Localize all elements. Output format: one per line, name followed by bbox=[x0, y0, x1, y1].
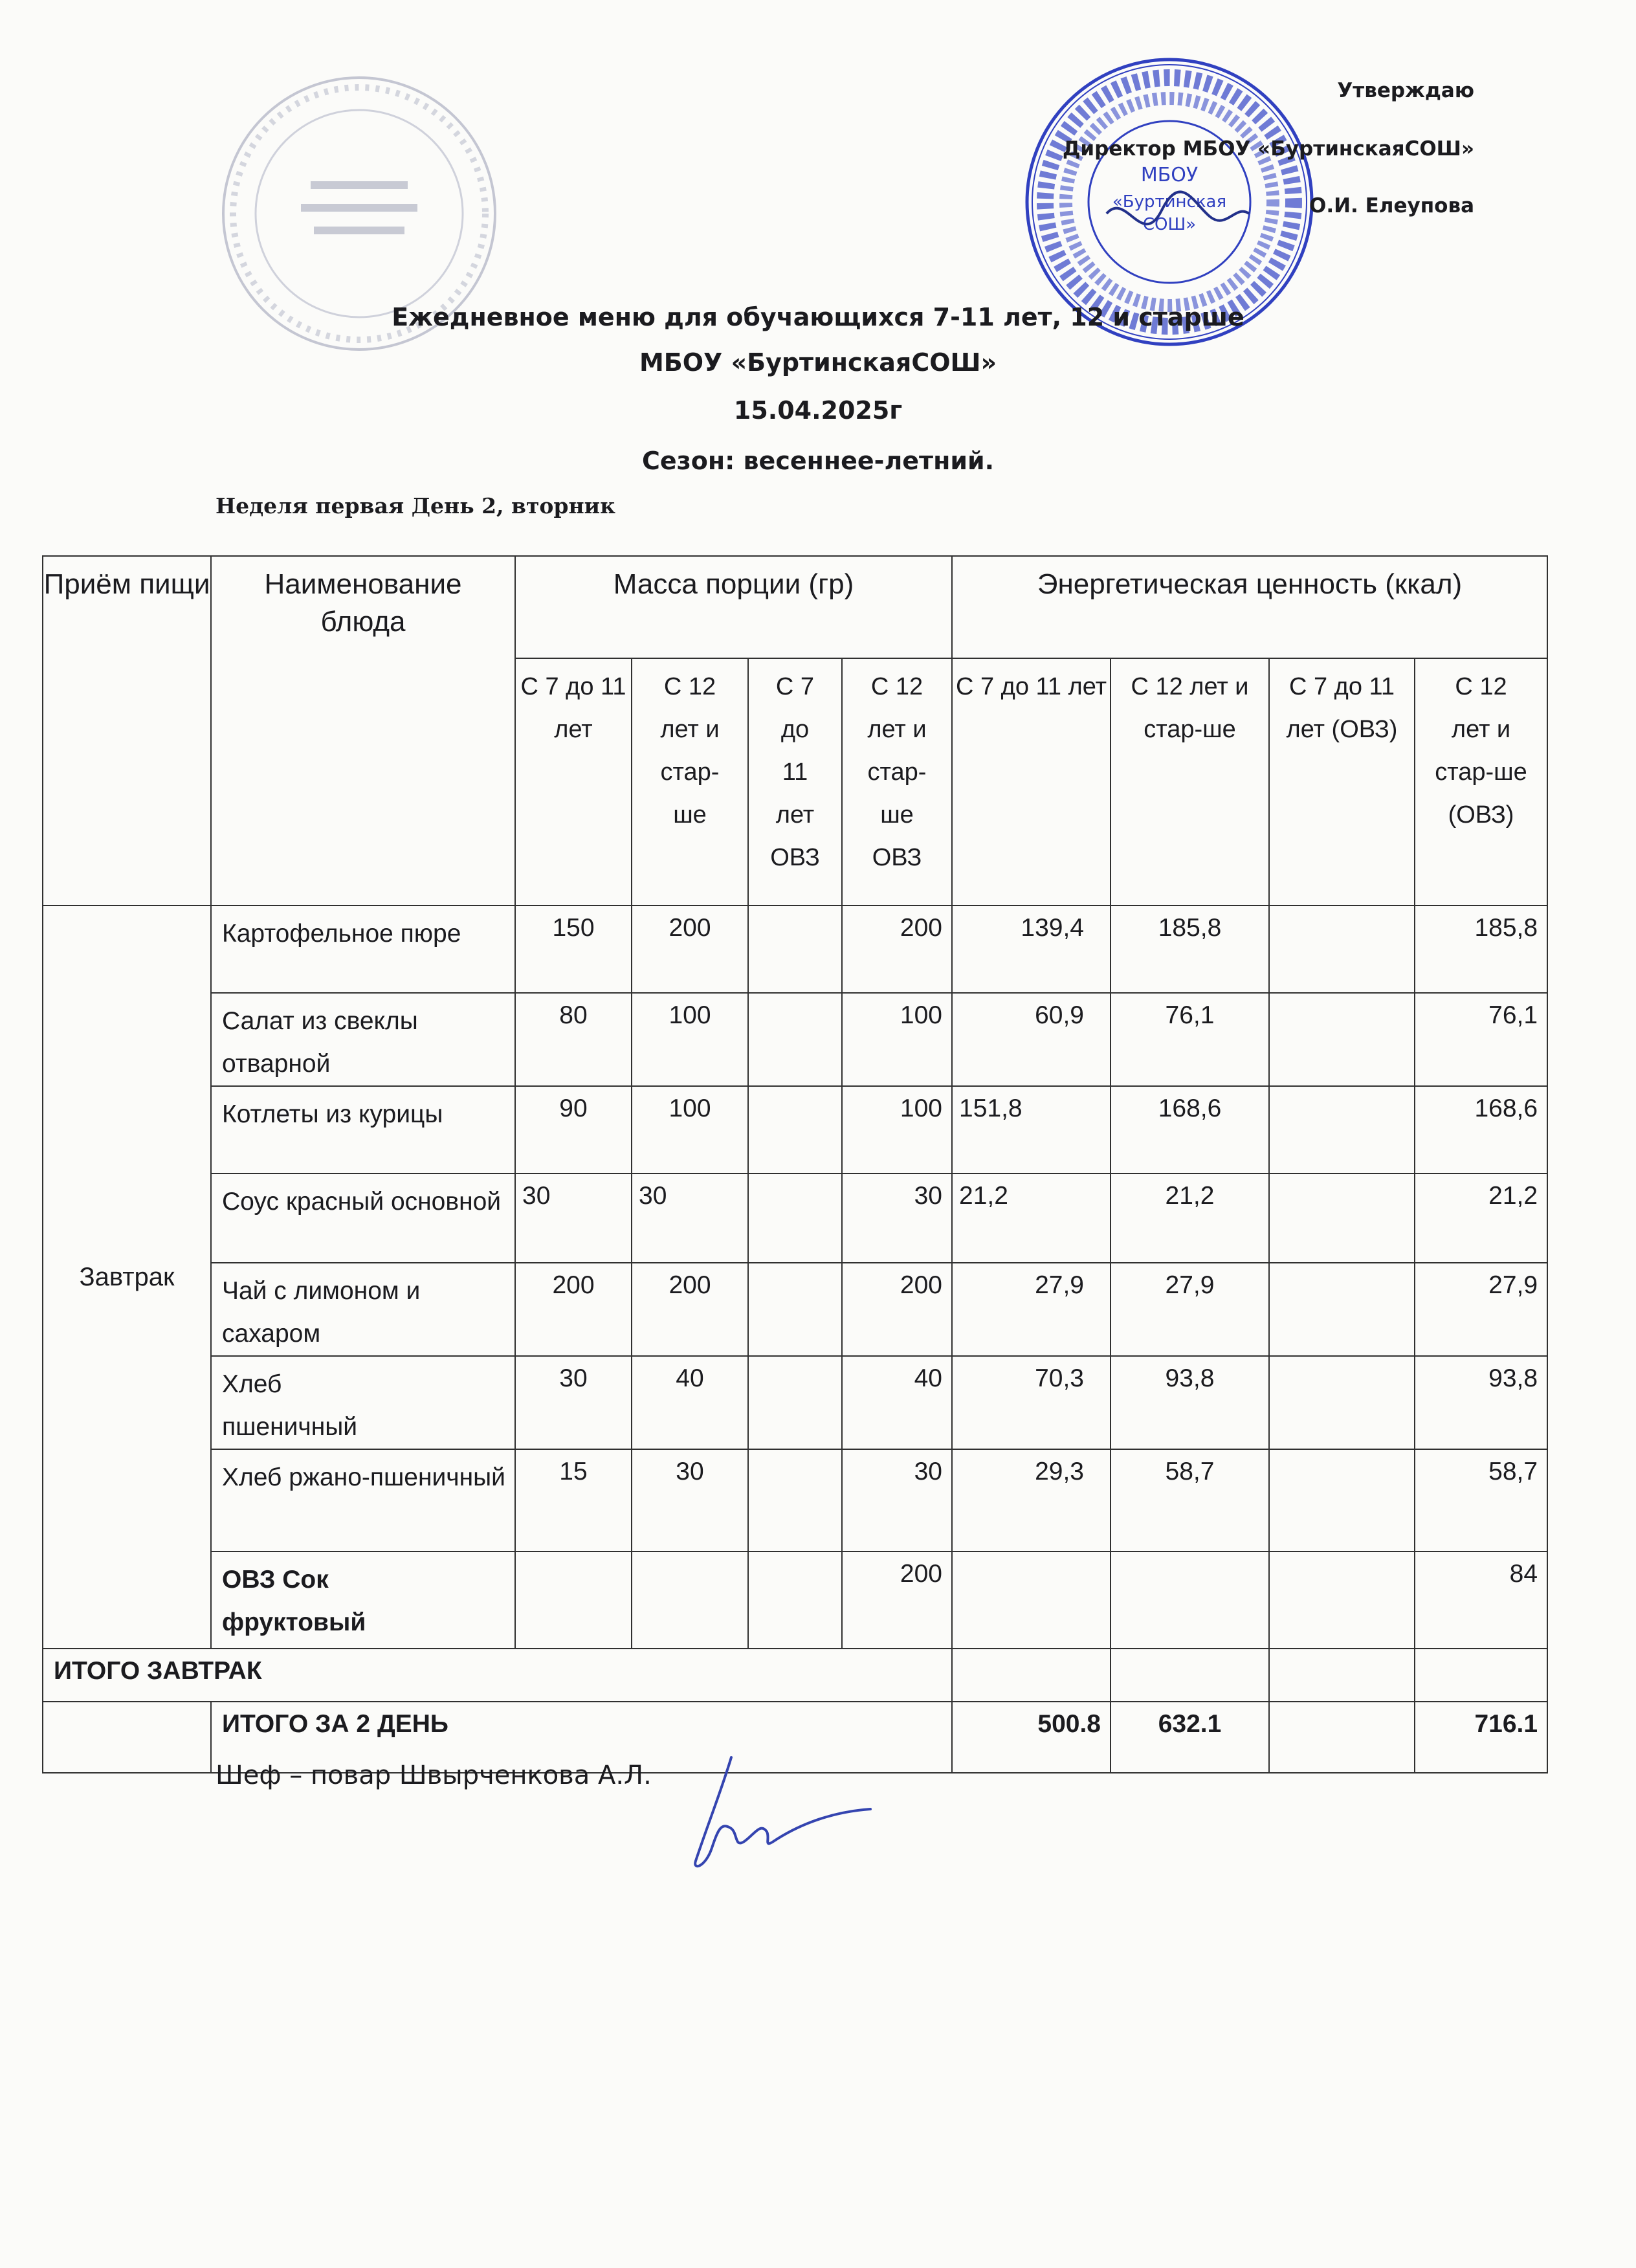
mass-12plus: 100 bbox=[632, 1086, 748, 1173]
energy-12plus-ovz: 168,6 bbox=[1415, 1086, 1547, 1173]
subheader-mass-12plus: С 12 лет и стар-ше bbox=[632, 658, 748, 906]
energy-7-11-ovz bbox=[1269, 1086, 1415, 1173]
mass-12plus-ovz: 200 bbox=[842, 906, 952, 993]
energy-7-11: 29,3 bbox=[952, 1449, 1111, 1551]
total-breakfast-label: ИТОГО ЗАВТРАК bbox=[43, 1649, 952, 1702]
energy-12plus-ovz: 185,8 bbox=[1415, 906, 1547, 993]
header-energy: Энергетическая ценность (ккал) bbox=[952, 556, 1547, 658]
energy-7-11: 151,8 bbox=[952, 1086, 1111, 1173]
title-date: 15.04.2025г bbox=[733, 396, 903, 425]
week-day-line: Неделя первая День 2, вторник bbox=[216, 493, 615, 518]
table-row bbox=[43, 1551, 1547, 1649]
title-line-2: МБОУ «БуртинскаяСОШ» bbox=[639, 348, 997, 377]
total-day-empty bbox=[43, 1702, 211, 1773]
mass-7-11-ovz bbox=[748, 1263, 842, 1356]
energy-12plus: 185,8 bbox=[1111, 906, 1269, 993]
energy-12plus bbox=[1111, 1551, 1269, 1649]
energy-7-11-ovz bbox=[1269, 906, 1415, 993]
energy-12plus-ovz: 84 bbox=[1415, 1551, 1547, 1649]
mass-7-11: 30 bbox=[515, 1173, 632, 1263]
mass-7-11-ovz bbox=[748, 906, 842, 993]
mass-7-11-ovz bbox=[748, 1551, 842, 1649]
header-dish: Наименование блюда bbox=[211, 556, 515, 906]
energy-7-11-ovz bbox=[1269, 993, 1415, 1086]
mass-12plus-ovz: 40 bbox=[842, 1356, 952, 1449]
table-row bbox=[43, 1263, 1547, 1356]
menu-table bbox=[42, 555, 1548, 1773]
chef-signature-line: Шеф – повар Швырченкова А.Л. bbox=[216, 1761, 652, 1790]
approval-line-1: Утверждаю bbox=[1337, 79, 1474, 102]
energy-7-11: 70,3 bbox=[952, 1356, 1111, 1449]
mass-12plus-ovz: 200 bbox=[842, 1551, 952, 1649]
energy-12plus: 76,1 bbox=[1111, 993, 1269, 1086]
energy-12plus: 27,9 bbox=[1111, 1263, 1269, 1356]
approval-line-2: Директор МБОУ «БуртинскаяСОШ» bbox=[1062, 137, 1474, 161]
total-breakfast-e3 bbox=[1269, 1649, 1415, 1702]
dish-name: Хлеб пшеничный bbox=[211, 1356, 515, 1449]
mass-12plus-ovz: 100 bbox=[842, 993, 952, 1086]
mass-7-11: 80 bbox=[515, 993, 632, 1086]
total-day-label: ИТОГО ЗА 2 ДЕНЬ bbox=[211, 1702, 952, 1773]
energy-7-11-ovz bbox=[1269, 1263, 1415, 1356]
mass-12plus: 100 bbox=[632, 993, 748, 1086]
mass-12plus: 40 bbox=[632, 1356, 748, 1449]
subheader-mass-7-11-ovz: С 7 до 11 лет ОВЗ bbox=[748, 658, 842, 906]
table-row bbox=[43, 906, 1547, 993]
header-row bbox=[43, 556, 1547, 658]
subheader-energy-12plus: С 12 лет и стар-ше bbox=[1111, 658, 1269, 906]
energy-7-11 bbox=[952, 1551, 1111, 1649]
dish-name: Салат из свеклы отварной bbox=[211, 993, 515, 1086]
energy-7-11: 21,2 bbox=[952, 1173, 1111, 1263]
energy-7-11-ovz bbox=[1269, 1356, 1415, 1449]
title-season: Сезон: весеннее-летний. bbox=[641, 447, 995, 475]
mass-12plus-ovz: 30 bbox=[842, 1173, 952, 1263]
energy-12plus-ovz: 21,2 bbox=[1415, 1173, 1547, 1263]
total-breakfast-row bbox=[43, 1649, 1547, 1702]
mass-7-11-ovz bbox=[748, 1449, 842, 1551]
total-day-e1: 500.8 bbox=[952, 1702, 1111, 1773]
mass-7-11-ovz bbox=[748, 993, 842, 1086]
energy-12plus: 21,2 bbox=[1111, 1173, 1269, 1263]
total-breakfast-e2 bbox=[1111, 1649, 1269, 1702]
table-row bbox=[43, 1173, 1547, 1263]
meal-breakfast: Завтрак bbox=[43, 906, 211, 1649]
mass-7-11-ovz bbox=[748, 1173, 842, 1263]
header-meal: Приём пищи bbox=[43, 556, 211, 906]
energy-12plus-ovz: 93,8 bbox=[1415, 1356, 1547, 1449]
energy-12plus: 168,6 bbox=[1111, 1086, 1269, 1173]
subheader-energy-7-11-ovz: С 7 до 11 лет (ОВЗ) bbox=[1269, 658, 1415, 906]
subheader-mass-7-11: С 7 до 11 лет bbox=[515, 658, 632, 906]
mass-7-11: 90 bbox=[515, 1086, 632, 1173]
dish-name: ОВЗ Сок фруктовый bbox=[211, 1551, 515, 1649]
dish-name: Чай с лимоном и сахаром bbox=[211, 1263, 515, 1356]
svg-text:МБОУ: МБОУ bbox=[1140, 164, 1199, 186]
energy-7-11-ovz bbox=[1269, 1449, 1415, 1551]
mass-7-11 bbox=[515, 1551, 632, 1649]
header-mass: Масса порции (гр) bbox=[515, 556, 952, 658]
mass-12plus: 200 bbox=[632, 1263, 748, 1356]
mass-12plus: 30 bbox=[632, 1449, 748, 1551]
mass-7-11: 15 bbox=[515, 1449, 632, 1551]
subheader-energy-12plus-ovz: С 12 лет и стар-ше (ОВЗ) bbox=[1415, 658, 1547, 906]
subheader-mass-12plus-ovz: С 12 лет и стар-ше ОВЗ bbox=[842, 658, 952, 906]
subheader-energy-7-11: С 7 до 11 лет bbox=[952, 658, 1111, 906]
title-line-1: Ежедневное меню для обучающихся 7-11 лет, 12 и старше bbox=[392, 303, 1244, 331]
table-row bbox=[43, 1449, 1547, 1551]
mass-12plus: 30 bbox=[632, 1173, 748, 1263]
table-row bbox=[43, 1356, 1547, 1449]
energy-12plus: 58,7 bbox=[1111, 1449, 1269, 1551]
energy-12plus-ovz: 76,1 bbox=[1415, 993, 1547, 1086]
mass-7-11-ovz bbox=[748, 1356, 842, 1449]
mass-12plus-ovz: 100 bbox=[842, 1086, 952, 1173]
mass-7-11: 30 bbox=[515, 1356, 632, 1449]
total-day-e2: 632.1 bbox=[1111, 1702, 1269, 1773]
svg-text:СОШ»: СОШ» bbox=[1142, 215, 1197, 234]
energy-12plus-ovz: 58,7 bbox=[1415, 1449, 1547, 1551]
mass-7-11: 200 bbox=[515, 1263, 632, 1356]
energy-7-11-ovz bbox=[1269, 1173, 1415, 1263]
table-row bbox=[43, 1086, 1547, 1173]
table-row bbox=[43, 993, 1547, 1086]
total-day-e3 bbox=[1269, 1702, 1415, 1773]
approval-line-3: О.И. Елеупова bbox=[1309, 194, 1474, 217]
mass-7-11-ovz bbox=[748, 1086, 842, 1173]
chef-signature bbox=[683, 1751, 877, 1880]
energy-12plus: 93,8 bbox=[1111, 1356, 1269, 1449]
mass-7-11: 150 bbox=[515, 906, 632, 993]
mass-12plus-ovz: 30 bbox=[842, 1449, 952, 1551]
mass-12plus bbox=[632, 1551, 748, 1649]
svg-text:«Буртинская: «Буртинская bbox=[1112, 192, 1227, 212]
dish-name: Картофельное пюре bbox=[211, 906, 515, 993]
energy-7-11: 27,9 bbox=[952, 1263, 1111, 1356]
total-day-e4: 716.1 bbox=[1415, 1702, 1547, 1773]
dish-name: Котлеты из курицы bbox=[211, 1086, 515, 1173]
mass-12plus: 200 bbox=[632, 906, 748, 993]
dish-name: Соус красный основной bbox=[211, 1173, 515, 1263]
energy-12plus-ovz: 27,9 bbox=[1415, 1263, 1547, 1356]
energy-7-11: 60,9 bbox=[952, 993, 1111, 1086]
energy-7-11: 139,4 bbox=[952, 906, 1111, 993]
dish-name: Хлеб ржано-пшеничный bbox=[211, 1449, 515, 1551]
total-breakfast-e4 bbox=[1415, 1649, 1547, 1702]
mass-12plus-ovz: 200 bbox=[842, 1263, 952, 1356]
total-breakfast-e1 bbox=[952, 1649, 1111, 1702]
energy-7-11-ovz bbox=[1269, 1551, 1415, 1649]
